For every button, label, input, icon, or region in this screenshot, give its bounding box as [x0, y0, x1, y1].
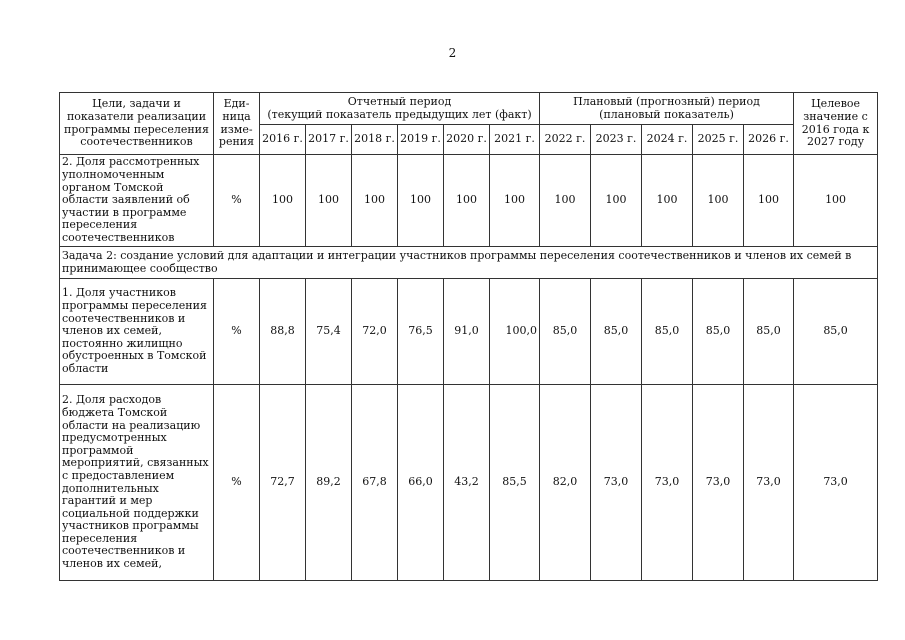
header-year: 2025 г.	[693, 125, 744, 155]
indicator-unit: %	[214, 155, 260, 247]
value-cell: 89,2	[306, 385, 352, 581]
value-cell: 73,0	[693, 385, 744, 581]
value-cell: 100	[490, 155, 540, 247]
target-cell: 100	[794, 155, 878, 247]
value-cell: 76,5	[398, 279, 444, 385]
header-year: 2023 г.	[591, 125, 642, 155]
indicator-unit: %	[214, 385, 260, 581]
header-year: 2022 г.	[540, 125, 591, 155]
table-row	[60, 155, 878, 247]
value-cell: 85,0	[540, 279, 591, 385]
value-cell: 85,0	[744, 279, 794, 385]
target-cell: 73,0	[794, 385, 878, 581]
value-cell: 100	[540, 155, 591, 247]
value-cell: 73,0	[591, 385, 642, 581]
header-unit: Еди-ница изме-рения	[214, 93, 260, 155]
header-year: 2019 г.	[398, 125, 444, 155]
header-year: 2018 г.	[352, 125, 398, 155]
indicator-label: 1. Доля участников программы переселения соотечественников и членов их семей, постоянно жилищно обустроенных в Томской области	[60, 279, 214, 385]
value-cell: 72,7	[260, 385, 306, 581]
indicator-label: 2. Доля рассмотренных уполномоченным органом Томской области заявлений об участии в программе переселения соотечественников	[60, 155, 214, 247]
header-planned-period: Плановый (прогнозный) период (плановый показатель)	[540, 93, 794, 125]
value-cell: 100	[398, 155, 444, 247]
value-cell: 73,0	[642, 385, 693, 581]
value-cell: 88,8	[260, 279, 306, 385]
indicators-table	[59, 92, 878, 581]
indicator-unit: %	[214, 279, 260, 385]
task-row	[60, 247, 878, 279]
header-goals: Цели, задачи и показатели реализации программы переселения соотечественников	[60, 93, 214, 155]
value-cell: 100	[693, 155, 744, 247]
header-year: 2024 г.	[642, 125, 693, 155]
header-year: 2026 г.	[744, 125, 794, 155]
value-cell: 85,0	[642, 279, 693, 385]
header-reporting-period: Отчетный период (текущий показатель предыдущих лет (факт)	[260, 93, 540, 125]
value-cell: 100	[306, 155, 352, 247]
value-cell: 85,5	[490, 385, 540, 581]
header-year: 2016 г.	[260, 125, 306, 155]
header-year: 2020 г.	[444, 125, 490, 155]
value-cell: 75,4	[306, 279, 352, 385]
value-cell: 85,0	[693, 279, 744, 385]
value-cell: 100	[444, 155, 490, 247]
value-cell: 43,2	[444, 385, 490, 581]
table-row	[60, 279, 878, 385]
value-cell: 100	[352, 155, 398, 247]
indicator-label: 2. Доля расходов бюджета Томской области на реализацию предусмотренных программой мероприятий, связанных с предоставлением дополнительных гарантий и мер социальной поддержки участников программы переселения соотечественников и членов их семей,	[60, 385, 214, 581]
value-cell: 100	[260, 155, 306, 247]
value-cell: 73,0	[744, 385, 794, 581]
table-row	[60, 385, 878, 581]
value-cell: 72,0	[352, 279, 398, 385]
value-cell: 100	[642, 155, 693, 247]
value-cell: 85,0	[591, 279, 642, 385]
header-year: 2017 г.	[306, 125, 352, 155]
header-year: 2021 г.	[490, 125, 540, 155]
page-number: 2	[448, 46, 457, 60]
value-cell: 66,0	[398, 385, 444, 581]
value-cell: 100	[591, 155, 642, 247]
value-cell: 100	[744, 155, 794, 247]
value-cell: 100,0	[490, 279, 540, 385]
target-cell: 85,0	[794, 279, 878, 385]
value-cell: 82,0	[540, 385, 591, 581]
header-target: Целевое значение с 2016 года к 2027 году	[794, 93, 878, 155]
task-label: Задача 2: создание условий для адаптации и интеграции участников программы переселения соотечественников и членов их семей в принимающее сообщество	[60, 247, 878, 279]
value-cell: 67,8	[352, 385, 398, 581]
value-cell: 91,0	[444, 279, 490, 385]
